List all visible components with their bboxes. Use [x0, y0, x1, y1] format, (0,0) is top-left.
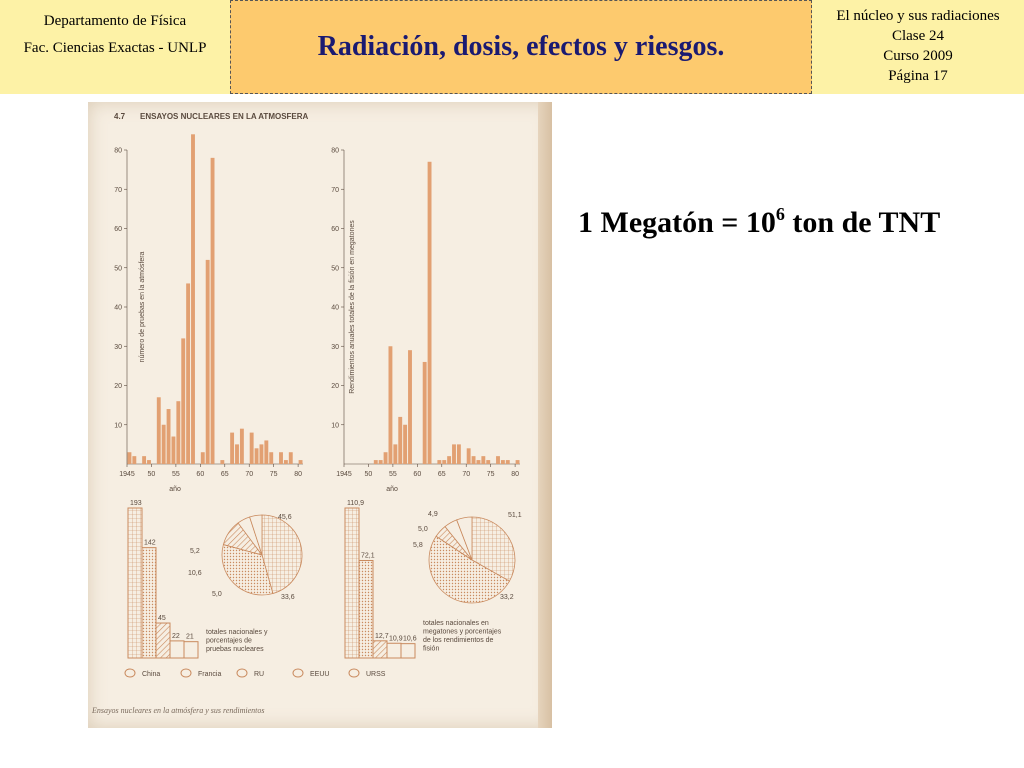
yield-x-tick-label: 70	[462, 471, 471, 478]
section-title: ENSAYOS NUCLEARES EN LA ATMOSFERA	[140, 112, 309, 121]
tests-totals-value-label: 21	[186, 633, 194, 641]
yield-totals-value-label: 10,9	[389, 635, 403, 643]
course-topic: El núcleo y sus radiaciones	[836, 8, 1000, 24]
legend-swatch	[237, 669, 247, 677]
yield-totals-caption: megatones y porcentajes	[423, 628, 502, 636]
yield-pie-value-label: 51,1	[508, 512, 522, 519]
tests-bar	[132, 456, 136, 464]
tests-x-tick-label: 1945	[119, 471, 135, 478]
yield-x-tick-label: 65	[437, 471, 446, 478]
tests-y-tick-label: 70	[114, 186, 122, 194]
tests-bar	[181, 338, 185, 464]
yield-x-tick-label: 50	[364, 471, 373, 478]
yield-x-tick-label: 75	[486, 471, 495, 478]
yield-bar	[472, 456, 476, 464]
class-number: Clase 24	[891, 28, 945, 44]
tests-x-tick-label: 80	[294, 471, 303, 478]
tests-totals-value-label: 45	[158, 615, 166, 623]
tests-bar	[289, 452, 293, 464]
yield-bar	[452, 444, 456, 464]
yield-totals-bar	[359, 560, 373, 658]
slide-title: Radiación, dosis, efectos y riesgos.	[317, 31, 725, 62]
yield-bar	[457, 444, 461, 464]
yield-bar	[423, 362, 427, 464]
yield-x-tick-label: 60	[413, 471, 422, 478]
yield-x-label: año	[386, 486, 398, 493]
yield-bar	[506, 460, 510, 464]
tests-totals-bar	[170, 641, 184, 658]
tests-totals-bar	[142, 548, 156, 658]
yield-bar	[481, 456, 485, 464]
tests-bar	[240, 429, 244, 464]
yield-pie-value-label: 4,9	[428, 511, 438, 518]
tests-bar	[128, 452, 132, 464]
tests-bar	[157, 397, 161, 464]
tests-y-tick-label: 80	[114, 147, 122, 155]
tests-bar	[264, 440, 268, 464]
tests-totals-value-label: 22	[172, 632, 180, 640]
yield-bar	[501, 460, 505, 464]
header-title-box	[230, 0, 812, 94]
tests-bar	[211, 158, 215, 464]
yield-x-tick-label: 1945	[336, 471, 352, 478]
tests-x-tick-label: 75	[269, 471, 278, 478]
tests-totals-bar	[184, 642, 198, 658]
header-department-box	[0, 0, 230, 94]
tests-bar	[162, 425, 166, 464]
yield-bar	[486, 460, 490, 464]
tests-bar	[235, 444, 239, 464]
department-name: Departamento de Física	[43, 13, 187, 29]
yield-bar	[467, 448, 471, 464]
yield-bar	[428, 162, 432, 464]
yield-y-tick-label: 70	[331, 186, 339, 194]
yield-y-tick-label: 80	[331, 147, 339, 155]
tests-y-tick-label: 20	[114, 383, 122, 390]
tests-x-tick-label: 50	[147, 471, 156, 478]
tests-pie-value-label: 10,6	[188, 570, 202, 577]
tests-pie-value-label: 33,6	[281, 594, 295, 601]
tests-bar	[269, 452, 273, 464]
tests-totals-value-label: 142	[144, 539, 156, 547]
yield-totals-bar	[401, 644, 415, 658]
tests-bar	[191, 134, 195, 464]
faculty-name: Fac. Ciencias Exactas - UNLP	[23, 40, 207, 56]
tests-bar	[299, 460, 303, 464]
tests-y-tick-label: 30	[114, 343, 122, 351]
yield-bar	[403, 425, 407, 464]
yield-bar	[447, 456, 451, 464]
yield-bar	[393, 444, 397, 464]
legend-swatch	[293, 669, 303, 677]
tests-pie-value-label: 5,0	[212, 591, 222, 598]
legend-label: URSS	[366, 671, 386, 678]
yield-bar	[384, 452, 388, 464]
yield-y-tick-label: 40	[331, 304, 339, 312]
tests-bar	[201, 452, 205, 464]
page-number: Página 17	[888, 68, 948, 84]
tests-y-tick-label: 50	[114, 265, 122, 273]
tests-bar	[176, 401, 180, 464]
legend-swatch	[125, 669, 135, 677]
yield-totals-value-label: 72,1	[361, 552, 375, 560]
tests-bar	[142, 456, 146, 464]
yield-totals-value-label: 12,7	[375, 632, 389, 640]
yield-totals-bar	[345, 508, 359, 658]
legend-label: RU	[254, 671, 265, 678]
megaton-equivalence	[578, 204, 940, 240]
yield-pie-value-label: 5,0	[418, 526, 428, 533]
tests-y-tick-label: 40	[114, 304, 122, 312]
tests-pie-value-label: 45,6	[278, 514, 292, 521]
yield-bar	[477, 460, 481, 464]
yield-y-tick-label: 60	[331, 226, 339, 233]
tests-bar	[260, 444, 264, 464]
yield-y-tick-label: 20	[331, 383, 339, 390]
yield-bar	[516, 460, 520, 464]
tests-x-tick-label: 65	[220, 471, 229, 478]
legend-swatch	[349, 669, 359, 677]
tests-y-label: número de pruebas en la atmósfera	[139, 251, 146, 363]
legend-label: EEUU	[310, 671, 330, 678]
tests-bar	[250, 433, 254, 464]
formula-exponent: 6	[775, 204, 785, 224]
yield-totals-bar	[387, 643, 401, 658]
tests-bar	[255, 448, 259, 464]
yield-pie-value-label: 5,8	[413, 542, 423, 549]
yield-totals-bar	[373, 641, 387, 658]
tests-totals-caption: porcentajes de	[206, 637, 252, 645]
yield-x-tick-label: 55	[388, 471, 397, 478]
tests-x-tick-label: 70	[245, 471, 254, 478]
legend-swatch	[181, 669, 191, 677]
tests-bar	[220, 460, 224, 464]
tests-y-tick-label: 10	[114, 422, 122, 430]
yield-totals-caption: de los rendimientos de	[423, 637, 494, 644]
yield-y-tick-label: 50	[331, 265, 339, 273]
tests-totals-caption: pruebas nucleares	[206, 646, 264, 653]
nuclear-tests-figure	[88, 102, 552, 728]
yield-y-label: Rendimientos anuales totales de la fisión en megatones	[349, 220, 356, 394]
yield-totals-value-label: 110,9	[347, 500, 364, 507]
tests-bar	[284, 460, 288, 464]
tests-bar	[172, 437, 176, 464]
tests-bar	[230, 433, 234, 464]
yield-totals-value-label: 10,6	[403, 635, 417, 643]
yield-x-tick-label: 80	[511, 471, 520, 478]
tests-x-tick-label: 55	[171, 471, 180, 478]
yield-pie-value-label: 33,2	[500, 594, 514, 601]
tests-x-label: año	[169, 486, 181, 493]
yield-y-tick-label: 10	[331, 422, 339, 430]
tests-bar	[147, 460, 151, 464]
section-number: 4.7	[114, 112, 126, 121]
tests-totals-bar	[156, 623, 170, 658]
tests-bar	[186, 283, 190, 464]
yield-bar	[408, 350, 412, 464]
tests-totals-caption: totales nacionales y	[206, 629, 268, 636]
tests-x-tick-label: 60	[196, 471, 205, 478]
nuclear-tests-charts	[88, 102, 552, 728]
yield-bar	[496, 456, 500, 464]
yield-bar	[374, 460, 378, 464]
yield-bar	[437, 460, 441, 464]
yield-totals-caption: totales nacionales en	[423, 620, 489, 627]
yield-bar	[398, 417, 402, 464]
figure-caption: Ensayos nucleares en la atmósfera y sus rendimientos	[92, 706, 265, 715]
course-year: Curso 2009	[883, 48, 953, 64]
tests-pie-value-label: 5,2	[190, 548, 200, 555]
yield-bar	[379, 460, 383, 464]
legend-label: China	[142, 671, 161, 678]
yield-bar	[442, 460, 446, 464]
formula-unit: ton de TNT	[792, 206, 941, 239]
yield-totals-caption: fisión	[423, 645, 440, 653]
tests-bar	[206, 260, 210, 464]
header-course-box	[812, 0, 1024, 94]
yield-y-tick-label: 30	[331, 343, 339, 351]
tests-totals-bar	[128, 508, 142, 658]
tests-bar	[279, 452, 283, 464]
tests-y-tick-label: 60	[114, 226, 122, 233]
tests-totals-value-label: 193	[130, 500, 142, 507]
legend-label: Francia	[198, 671, 222, 678]
yield-bar	[389, 346, 393, 464]
tests-bar	[167, 409, 171, 464]
formula-text: 1 Megatón = 10	[578, 206, 776, 239]
